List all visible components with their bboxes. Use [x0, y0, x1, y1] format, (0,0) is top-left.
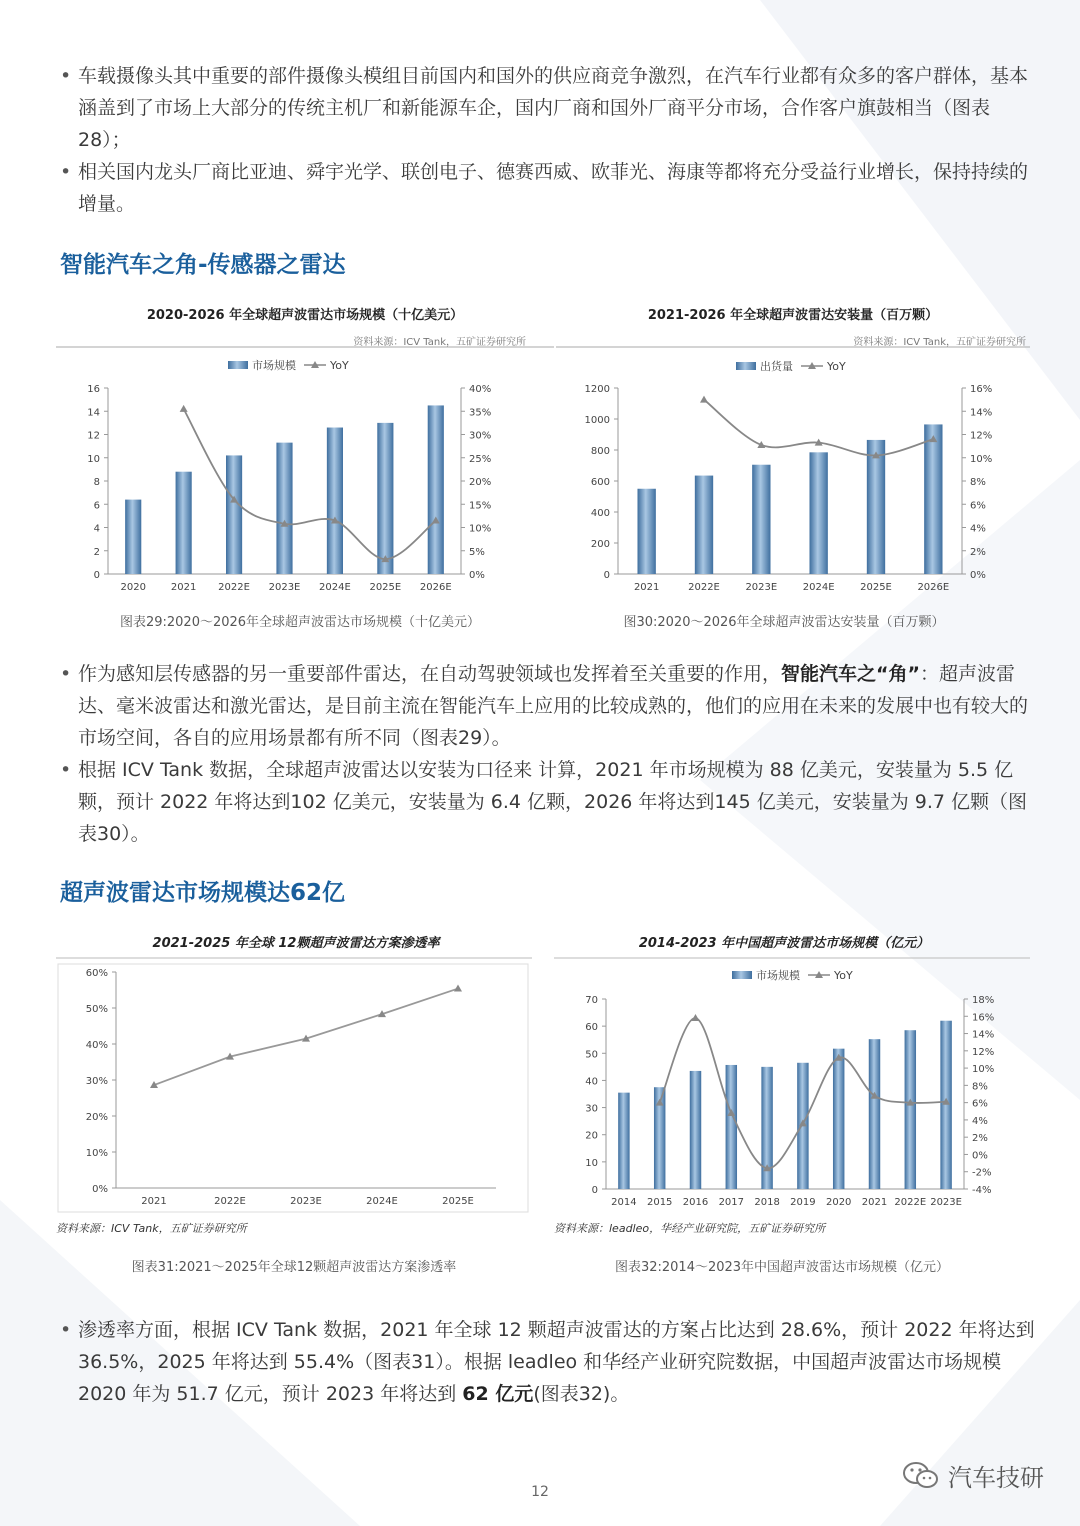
c32-x-tick-label: 2023E — [930, 1197, 962, 1208]
chart-30-install-volume — [556, 300, 1030, 605]
bullet-domestic-leaders: • 相关国内龙头厂商比亚迪、舜宇光学、联创电子、德赛西威、欧菲光、海康等都将充分受益行业增长，保持持续的增量。 — [60, 156, 1035, 220]
c31-x-tick-label: 2025E — [442, 1196, 474, 1207]
c30-y2-tick-label: 12% — [970, 430, 993, 442]
c32-bar — [869, 1039, 880, 1189]
c32-y2-tick-label: 0% — [972, 1150, 988, 1162]
c30-x-tick-label: 2021 — [633, 582, 660, 593]
c30-legend-bar-swatch — [736, 362, 756, 370]
c32-y2-tick-label: 4% — [972, 1115, 988, 1127]
caption-32: 图表32:2014～2023年中国超声波雷达市场规模（亿元） — [614, 1260, 950, 1275]
c30-x-tick-label: 2023E — [745, 582, 778, 593]
c32-bar — [833, 1049, 844, 1189]
c29-y2-tick-label: 0% — [469, 570, 485, 581]
c29-y-tick-label: 14 — [87, 407, 100, 419]
bullet-radar-role: • 作为感知层传感器的另一重要部件雷达，在自动驾驶领域也发挥着至关重要的作用，智能汽车之“角”：超声波雷达、毫米波雷达和激光雷达，是目前主流在智能汽车上应用的比较成熟的，他们的应用在未来的发展中也有较大的市场空间，各自的应用场景都有所不同（图表29）。 — [60, 658, 1035, 754]
c32-legend-bar-label: 市场规模 — [756, 969, 800, 982]
c32-y2-tick-label: 12% — [972, 1046, 995, 1058]
c32-y2-tick-label: 2% — [972, 1133, 988, 1145]
c32-bar — [618, 1093, 629, 1189]
c30-y-tick-label: 800 — [590, 446, 610, 457]
caption-30: 图30:2020～2026年全球超声波雷达安装量（百万颗） — [623, 615, 945, 630]
c32-x-tick-label: 2020 — [825, 1197, 852, 1208]
c32-y-tick-label: 20 — [585, 1130, 598, 1142]
c30-bar — [867, 440, 885, 574]
penetration-bullets — [60, 1314, 1035, 1410]
c32-yoy-point — [692, 1014, 700, 1021]
c32-y2-tick-label: -2% — [972, 1167, 992, 1179]
c31-x-tick-label: 2021 — [141, 1196, 167, 1207]
c31-y-tick-label: 0% — [92, 1184, 108, 1195]
c29-y2-tick-label: 30% — [469, 430, 492, 442]
c32-y2-tick-label: 6% — [972, 1098, 988, 1110]
c30-y2-tick-label: 16% — [970, 384, 993, 395]
radar-bullets — [60, 658, 1035, 850]
c32-x-tick-label: 2014 — [611, 1197, 637, 1208]
c30-bar — [637, 489, 655, 574]
c32-legend-bar-swatch — [732, 971, 752, 979]
c30-yoy-point — [700, 396, 708, 403]
c29-y2-tick-label: 10% — [469, 523, 492, 535]
c29-y-tick-label: 12 — [87, 430, 100, 442]
watermark-text: 汽车技研 — [948, 1464, 1044, 1492]
c32-y-tick-label: 0 — [591, 1185, 598, 1196]
c30-y2-tick-label: 0% — [970, 570, 986, 581]
c29-x-tick-label: 2022E — [218, 582, 250, 593]
bullet-penetration: • 渗透率方面，根据 ICV Tank 数据，2021 年全球 12 颗超声波雷达的方案占比达到 28.6%，预计 2022 年将达到 36.5%，2025 年将达到 55.4%（图表31）。根据 leadleo 和华经产业研究院数据，中国超声波雷达市场规模 2020 年为 51.7 亿元，预计 2023 年将达到 62 亿元(图表32)。 — [60, 1314, 1035, 1410]
c30-y-tick-label: 600 — [590, 477, 610, 488]
chart-30-source: 资料来源：ICV Tank，五矿证券研究所 — [853, 337, 1026, 348]
c32-y-tick-label: 50 — [585, 1049, 598, 1061]
c29-bar — [428, 405, 444, 574]
c29-legend-line-label: YoY — [330, 359, 349, 372]
c32-bar — [726, 1065, 737, 1189]
c31-x-tick-label: 2022E — [214, 1196, 246, 1207]
c30-y-tick-label: 1000 — [584, 415, 610, 426]
c32-y-tick-label: 30 — [585, 1103, 598, 1115]
c29-y-tick-label: 8 — [93, 477, 100, 488]
c30-bar — [695, 476, 713, 574]
bullet-camera-suppliers: • 车载摄像头其中重要的部件摄像头模组目前国内和国外的供应商竞争激烈，在汽车行业都有众多的客户群体，基本涵盖到了市场上大部分的传统主机厂和新能源车企，国内厂商和国外厂商平分市场，合作客户旗鼓相当（图表28）； — [60, 60, 1035, 156]
c30-y-tick-label: 400 — [590, 508, 610, 519]
c30-y2-tick-label: 14% — [970, 407, 993, 419]
c31-y-tick-label: 30% — [85, 1076, 108, 1087]
c29-y2-tick-label: 15% — [469, 500, 492, 512]
chart-29-title: 2020-2026 年全球超声波雷达市场规模（十亿美元） — [146, 308, 464, 323]
c32-x-tick-label: 2017 — [718, 1197, 745, 1208]
c29-y2-tick-label: 35% — [469, 407, 492, 419]
chart-32-source: 资料来源：leadleo，华经产业研究院，五矿证券研究所 — [554, 1222, 826, 1235]
c30-y2-tick-label: 2% — [970, 546, 986, 558]
c29-y-tick-label: 4 — [93, 523, 100, 535]
c29-x-tick-label: 2020 — [120, 582, 146, 593]
c30-x-tick-label: 2025E — [860, 582, 892, 593]
caption-31: 图表31:2021～2025年全球12颗超声波雷达方案渗透率 — [131, 1260, 457, 1275]
c31-y-tick-label: 20% — [85, 1112, 108, 1123]
watermark — [902, 1458, 1044, 1493]
c30-x-tick-label: 2026E — [917, 582, 950, 593]
page-number: 12 — [531, 1484, 549, 1500]
c31-y-tick-label: 60% — [85, 968, 108, 979]
c31-point — [454, 985, 462, 992]
c29-bar — [226, 455, 242, 574]
c31-y-tick-label: 50% — [85, 1004, 108, 1015]
chart-30-title: 2021-2026 年全球超声波雷达安装量（百万颗） — [647, 308, 939, 323]
caption-29: 图表29:2020～2026年全球超声波雷达市场规模（十亿美元） — [119, 615, 481, 630]
c29-x-tick-label: 2025E — [369, 582, 402, 593]
chart-32-china-market — [554, 928, 1030, 1235]
c29-x-tick-label: 2021 — [170, 582, 197, 593]
c29-legend-bar-swatch — [228, 361, 248, 369]
c29-bar — [276, 443, 292, 574]
c32-y2-tick-label: 8% — [972, 1081, 988, 1093]
c29-y2-tick-label: 25% — [469, 453, 492, 465]
c30-y-tick-label: 200 — [590, 539, 610, 550]
c32-y2-tick-label: 18% — [972, 995, 995, 1006]
chart-29-source: 资料来源：ICV Tank，五矿证券研究所 — [353, 337, 526, 348]
c30-legend-bar-label: 出货量 — [760, 360, 793, 373]
c31-y-tick-label: 10% — [85, 1148, 108, 1159]
c29-yoy-point — [180, 405, 188, 412]
c30-legend-line-label: YoY — [827, 360, 846, 373]
intro-bullets — [60, 60, 1035, 220]
c32-bar — [905, 1030, 916, 1189]
c29-y2-tick-label: 5% — [469, 546, 485, 558]
c30-bar — [924, 424, 942, 574]
c32-bar — [690, 1071, 701, 1189]
c32-y-tick-label: 70 — [585, 995, 598, 1006]
c29-y2-tick-label: 40% — [469, 384, 492, 395]
c29-y-tick-label: 2 — [93, 546, 100, 558]
c29-y-tick-label: 10 — [87, 453, 100, 465]
c32-y-tick-label: 40 — [585, 1076, 598, 1088]
c29-bar — [377, 423, 393, 574]
section-title-radar: 智能汽车之角-传感器之雷达 — [60, 252, 346, 278]
c29-legend-bar-label: 市场规模 — [252, 359, 296, 372]
c32-x-tick-label: 2021 — [861, 1197, 888, 1208]
c32-y2-tick-label: 10% — [972, 1064, 995, 1076]
c32-x-tick-label: 2022E — [894, 1197, 927, 1208]
c32-x-tick-label: 2015 — [646, 1197, 673, 1208]
c32-y2-tick-label: -4% — [972, 1185, 992, 1196]
section-title-market: 超声波雷达市场规模达62亿 — [60, 880, 346, 906]
c30-bar — [752, 465, 770, 574]
c32-y2-tick-label: 16% — [972, 1012, 995, 1024]
chart-32-title: 2014-2023 年中国超声波雷达市场规模（亿元） — [638, 936, 930, 951]
c32-x-tick-label: 2016 — [682, 1197, 709, 1208]
c29-y2-tick-label: 20% — [469, 477, 492, 488]
wechat-icon — [902, 1461, 940, 1491]
c31-y-tick-label: 40% — [85, 1040, 108, 1051]
chart-31-penetration — [56, 928, 532, 1235]
chart-31-source: 资料来源：ICV Tank，五矿证券研究所 — [56, 1222, 247, 1235]
c29-y-tick-label: 16 — [87, 384, 100, 395]
c29-bar — [176, 472, 192, 574]
c29-y-tick-label: 0 — [93, 570, 100, 581]
c30-y2-tick-label: 4% — [970, 523, 986, 535]
bullet-icv-data: • 根据 ICV Tank 数据，全球超声波雷达以安装为口径来 计算，2021 年市场规模为 88 亿美元，安装量为 5.5 亿颗，预计 2022 年将达到102 亿美元，安装量为 6.4 亿颗，2026 年将达到145 亿美元，安装量为 9.7 亿颗（图表30）。 — [60, 754, 1035, 850]
c29-bar — [125, 500, 141, 574]
c32-legend-line-label: YoY — [834, 969, 853, 982]
c32-y-tick-label: 10 — [585, 1157, 598, 1169]
c30-y2-tick-label: 8% — [970, 477, 986, 488]
c30-y2-tick-label: 6% — [970, 500, 986, 512]
c29-bar — [327, 428, 343, 574]
c29-y-tick-label: 6 — [93, 500, 100, 512]
c30-y2-tick-label: 10% — [970, 453, 993, 465]
c31-x-tick-label: 2024E — [366, 1196, 398, 1207]
c32-x-tick-label: 2018 — [754, 1197, 780, 1208]
chart-31-title: 2021-2025 年全球 12颗超声波雷达方案渗透率 — [152, 936, 440, 951]
c29-yoy-line — [184, 409, 436, 559]
c30-y-tick-label: 0 — [603, 570, 610, 581]
c32-bar — [940, 1021, 951, 1189]
c30-bar — [809, 452, 827, 574]
c31-x-tick-label: 2023E — [290, 1196, 322, 1207]
c32-y-tick-label: 60 — [585, 1022, 598, 1034]
c32-y2-tick-label: 14% — [972, 1029, 995, 1041]
c30-yoy-line — [704, 400, 933, 456]
chart-29-market-size — [56, 300, 554, 605]
c32-x-tick-label: 2019 — [790, 1197, 816, 1208]
c29-x-tick-label: 2023E — [268, 582, 301, 593]
c30-y-tick-label: 1200 — [584, 384, 610, 395]
c29-x-tick-label: 2026E — [419, 582, 452, 593]
c29-x-tick-label: 2024E — [319, 582, 351, 593]
c30-x-tick-label: 2022E — [688, 582, 720, 593]
c30-x-tick-label: 2024E — [802, 582, 835, 593]
